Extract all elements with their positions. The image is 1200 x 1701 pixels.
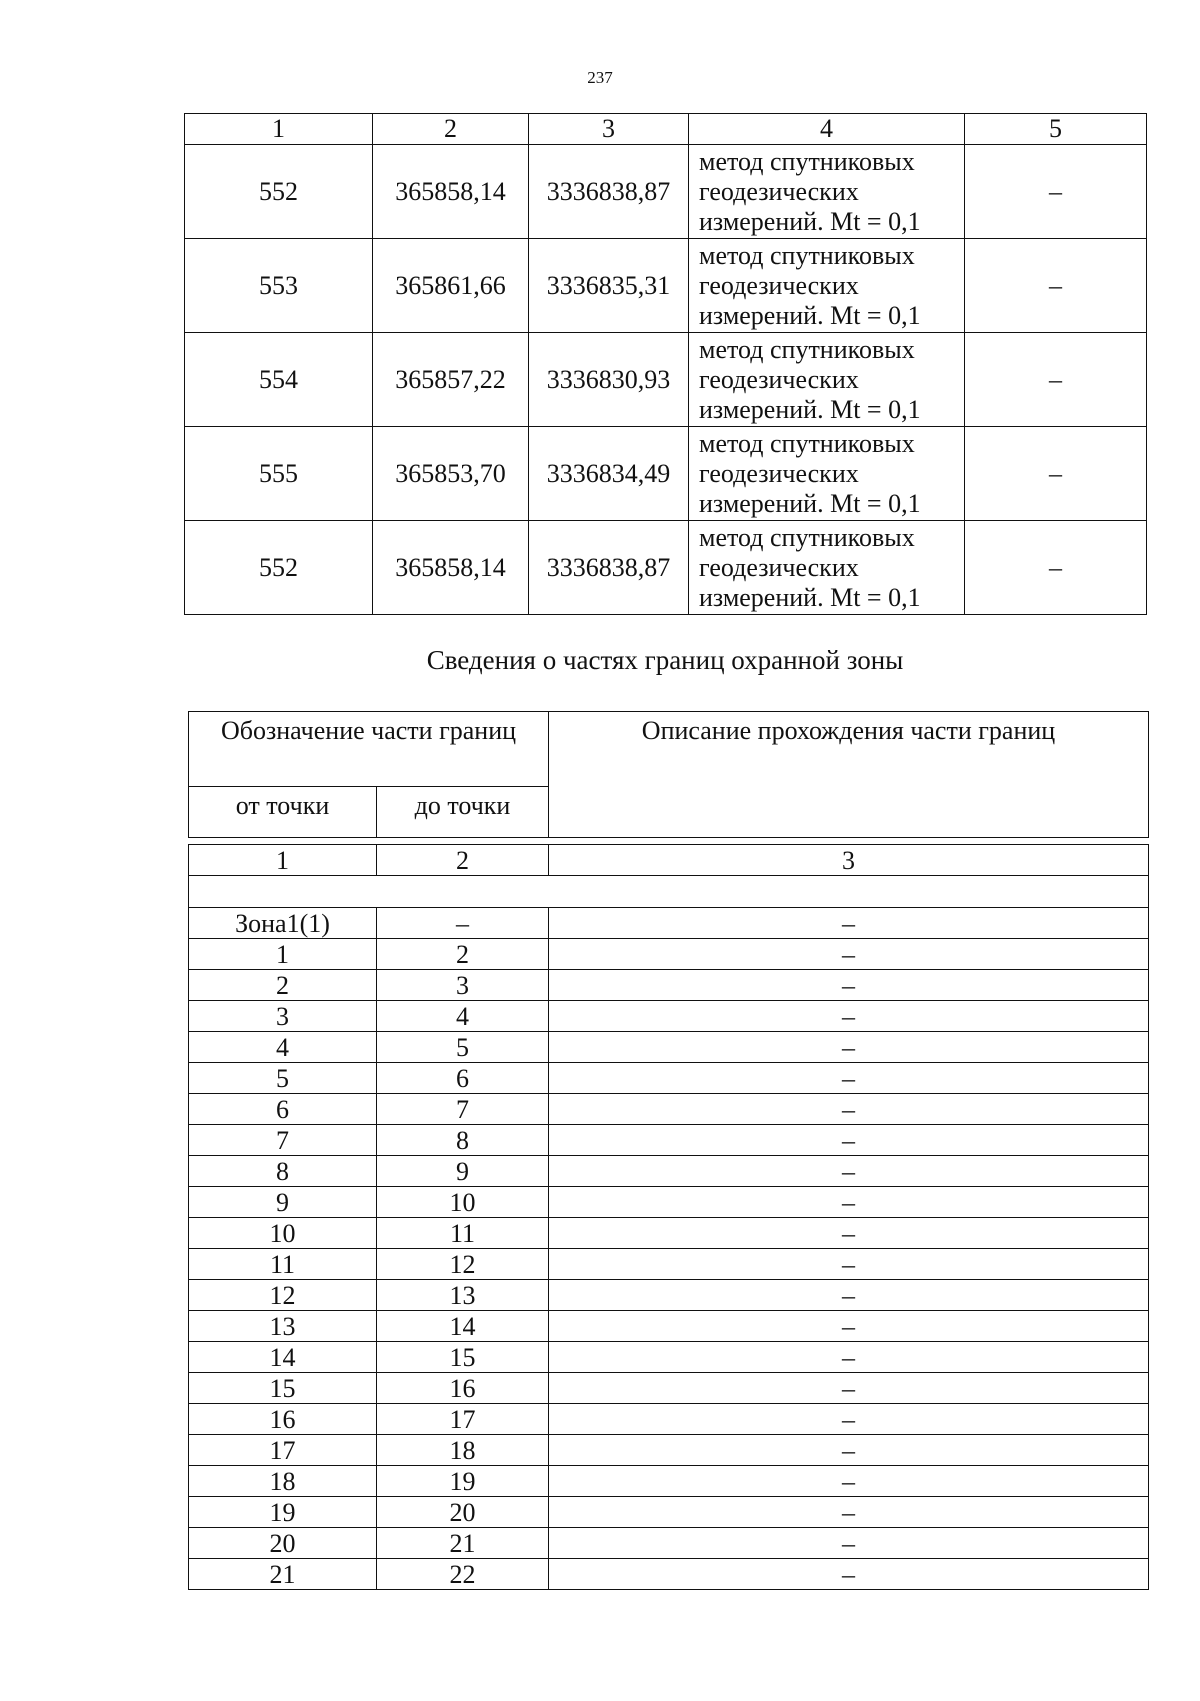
column-number: 3 — [549, 845, 1149, 876]
boundary-part-row — [189, 1497, 1149, 1528]
from-point-cell: 14 — [189, 1342, 377, 1373]
from-point-cell: 15 — [189, 1373, 377, 1404]
to-point-cell: 18 — [377, 1435, 549, 1466]
x-coordinate-cell: 365857,22 — [373, 333, 529, 427]
coordinates-header-row — [185, 114, 1147, 145]
description-cell: – — [549, 1342, 1149, 1373]
to-point-cell: 8 — [377, 1125, 549, 1156]
note-cell: – — [965, 239, 1147, 333]
from-point-cell: 16 — [189, 1404, 377, 1435]
boundary-part-row — [189, 1435, 1149, 1466]
method-cell: метод спутниковых геодезических измерений. Mt = 0,1 — [689, 145, 965, 239]
boundary-part-row — [189, 1032, 1149, 1063]
point-number-cell: 554 — [185, 333, 373, 427]
boundary-part-row — [189, 1404, 1149, 1435]
coordinates-row — [185, 239, 1147, 333]
coordinates-row — [185, 427, 1147, 521]
description-cell: – — [549, 1404, 1149, 1435]
to-point-cell: 11 — [377, 1218, 549, 1249]
coordinates-table — [184, 113, 1147, 615]
description-cell: – — [549, 1373, 1149, 1404]
to-point-cell: 9 — [377, 1156, 549, 1187]
from-point-cell: 19 — [189, 1497, 377, 1528]
column-number: 1 — [189, 845, 377, 876]
to-point-cell: 2 — [377, 939, 549, 970]
from-point-cell: 4 — [189, 1032, 377, 1063]
x-coordinate-cell: 365858,14 — [373, 521, 529, 615]
boundary-part-row — [189, 1187, 1149, 1218]
boundary-parts-table — [188, 711, 1149, 1590]
column-number: 1 — [185, 114, 373, 145]
description-cell: – — [549, 1156, 1149, 1187]
description-cell: – — [549, 1125, 1149, 1156]
boundary-part-row — [189, 1094, 1149, 1125]
to-point-cell: 21 — [377, 1528, 549, 1559]
boundary-part-row — [189, 1280, 1149, 1311]
boundary-part-row — [189, 1218, 1149, 1249]
to-point-cell: 20 — [377, 1497, 549, 1528]
boundary-part-row — [189, 1249, 1149, 1280]
from-point-cell: Зона1(1) — [189, 908, 377, 939]
method-cell: метод спутниковых геодезических измерений. Mt = 0,1 — [689, 239, 965, 333]
note-cell: – — [965, 427, 1147, 521]
designation-header: Обозначение части границ — [189, 712, 549, 787]
point-number-cell: 553 — [185, 239, 373, 333]
to-point-cell: 5 — [377, 1032, 549, 1063]
note-cell: – — [965, 145, 1147, 239]
header-gap — [189, 838, 1149, 845]
column-number: 2 — [377, 845, 549, 876]
boundary-part-row — [189, 908, 1149, 939]
x-coordinate-cell: 365858,14 — [373, 145, 529, 239]
description-cell: – — [549, 1063, 1149, 1094]
boundary-part-row — [189, 1466, 1149, 1497]
to-point-cell: 4 — [377, 1001, 549, 1032]
description-cell: – — [549, 1435, 1149, 1466]
to-point-cell: 7 — [377, 1094, 549, 1125]
coordinates-row — [185, 145, 1147, 239]
to-point-header: до точки — [377, 787, 549, 838]
from-point-cell: 5 — [189, 1063, 377, 1094]
boundary-part-row — [189, 1528, 1149, 1559]
boundary-part-row — [189, 1063, 1149, 1094]
coordinates-row — [185, 521, 1147, 615]
to-point-cell: 17 — [377, 1404, 549, 1435]
note-cell: – — [965, 521, 1147, 615]
point-number-cell: 552 — [185, 521, 373, 615]
x-coordinate-cell: 365861,66 — [373, 239, 529, 333]
to-point-cell: 12 — [377, 1249, 549, 1280]
description-cell: – — [549, 1497, 1149, 1528]
method-cell: метод спутниковых геодезических измерений. Mt = 0,1 — [689, 521, 965, 615]
y-coordinate-cell: 3336838,87 — [529, 521, 689, 615]
from-point-cell: 7 — [189, 1125, 377, 1156]
coordinates-row — [185, 333, 1147, 427]
description-cell: – — [549, 1559, 1149, 1590]
from-point-cell: 21 — [189, 1559, 377, 1590]
description-header: Описание прохождения части границ — [549, 712, 1149, 838]
from-point-cell: 17 — [189, 1435, 377, 1466]
x-coordinate-cell: 365853,70 — [373, 427, 529, 521]
to-point-cell: 19 — [377, 1466, 549, 1497]
to-point-cell: 16 — [377, 1373, 549, 1404]
description-cell: – — [549, 1311, 1149, 1342]
to-point-cell: – — [377, 908, 549, 939]
from-point-cell: 11 — [189, 1249, 377, 1280]
boundary-part-row — [189, 1373, 1149, 1404]
parts-column-numbers-row — [189, 845, 1149, 876]
from-point-cell: 3 — [189, 1001, 377, 1032]
from-point-cell: 20 — [189, 1528, 377, 1559]
boundary-part-row — [189, 1125, 1149, 1156]
to-point-cell: 15 — [377, 1342, 549, 1373]
to-point-cell: 14 — [377, 1311, 549, 1342]
section-title: Сведения о частях границ охранной зоны — [426, 645, 904, 675]
y-coordinate-cell: 3336838,87 — [529, 145, 689, 239]
method-cell: метод спутниковых геодезических измерений. Mt = 0,1 — [689, 427, 965, 521]
from-point-cell: 2 — [189, 970, 377, 1001]
to-point-cell: 22 — [377, 1559, 549, 1590]
column-number: 4 — [689, 114, 965, 145]
from-point-cell: 18 — [189, 1466, 377, 1497]
column-number: 3 — [529, 114, 689, 145]
from-point-cell: 9 — [189, 1187, 377, 1218]
from-point-cell: 8 — [189, 1156, 377, 1187]
to-point-cell: 6 — [377, 1063, 549, 1094]
note-cell: – — [965, 333, 1147, 427]
boundary-part-row — [189, 939, 1149, 970]
from-point-cell: 6 — [189, 1094, 377, 1125]
page-number: 237 — [587, 68, 613, 87]
parts-header-row — [189, 712, 1149, 787]
boundary-part-row — [189, 1342, 1149, 1373]
boundary-part-row — [189, 1001, 1149, 1032]
from-point-cell: 13 — [189, 1311, 377, 1342]
y-coordinate-cell: 3336830,93 — [529, 333, 689, 427]
boundary-part-row — [189, 1559, 1149, 1590]
from-point-cell: 10 — [189, 1218, 377, 1249]
description-cell: – — [549, 939, 1149, 970]
from-point-header: от точки — [189, 787, 377, 838]
empty-row — [189, 876, 1149, 908]
boundary-part-row — [189, 1311, 1149, 1342]
point-number-cell: 552 — [185, 145, 373, 239]
description-cell: – — [549, 1528, 1149, 1559]
description-cell: – — [549, 1187, 1149, 1218]
to-point-cell: 10 — [377, 1187, 549, 1218]
point-number-cell: 555 — [185, 427, 373, 521]
description-cell: – — [549, 1001, 1149, 1032]
column-number: 2 — [373, 114, 529, 145]
description-cell: – — [549, 1032, 1149, 1063]
description-cell: – — [549, 970, 1149, 1001]
description-cell: – — [549, 908, 1149, 939]
description-cell: – — [549, 1249, 1149, 1280]
to-point-cell: 3 — [377, 970, 549, 1001]
boundary-part-row — [189, 970, 1149, 1001]
y-coordinate-cell: 3336835,31 — [529, 239, 689, 333]
boundary-part-row — [189, 1156, 1149, 1187]
description-cell: – — [549, 1218, 1149, 1249]
column-number: 5 — [965, 114, 1147, 145]
from-point-cell: 12 — [189, 1280, 377, 1311]
description-cell: – — [549, 1466, 1149, 1497]
method-cell: метод спутниковых геодезических измерений. Mt = 0,1 — [689, 333, 965, 427]
description-cell: – — [549, 1280, 1149, 1311]
to-point-cell: 13 — [377, 1280, 549, 1311]
description-cell: – — [549, 1094, 1149, 1125]
from-point-cell: 1 — [189, 939, 377, 970]
y-coordinate-cell: 3336834,49 — [529, 427, 689, 521]
